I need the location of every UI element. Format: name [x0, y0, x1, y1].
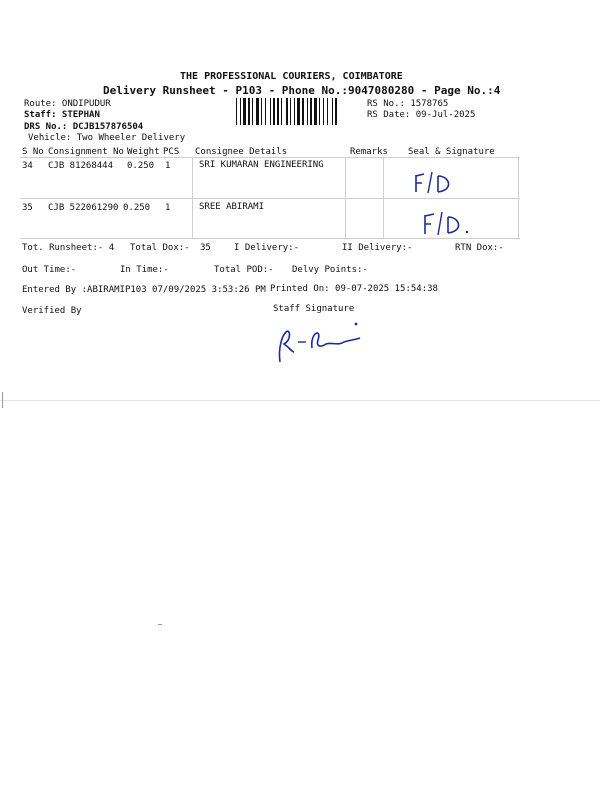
barcode-bar	[294, 98, 295, 125]
row-sno: 35	[22, 203, 33, 213]
row-weight: 0.250	[123, 203, 151, 213]
barcode-bar	[261, 98, 262, 125]
barcode-bar	[286, 98, 288, 125]
total-dox-value: 35	[200, 243, 211, 253]
barcode-bar	[327, 98, 328, 125]
ii-delivery: II Delivery:-	[342, 243, 413, 253]
rtn-dox: RTN Dox:-	[455, 243, 504, 253]
col-header-sno: S No	[22, 147, 44, 157]
row-pcs: 1	[165, 203, 171, 213]
column-rule	[518, 157, 519, 238]
row-consignee: SREE ABIRAMI	[199, 202, 265, 212]
barcode-bar	[302, 98, 304, 125]
table-bottom-rule	[20, 238, 520, 239]
entered-by: Entered By :ABIRAMIP103 07/09/2025 3:53:26 PM	[22, 285, 266, 295]
scan-mark	[2, 392, 11, 408]
barcode-bar	[314, 98, 317, 125]
tot-runsheet: Tot. Runsheet:- 4	[22, 243, 115, 253]
row-weight: 0.250	[127, 161, 155, 171]
total-pod: Total POD:-	[214, 265, 274, 275]
out-time: Out Time:-	[22, 265, 77, 275]
row-consignment: CJB 522061290	[48, 203, 119, 213]
barcode-bar	[236, 98, 237, 125]
drs-number: DRS No.: DCJB157876504	[24, 122, 144, 132]
column-rule	[192, 157, 193, 238]
barcode-bar	[310, 98, 312, 125]
printed-on: Printed On: 09-07-2025 15:54:38	[270, 284, 438, 294]
row-divider	[20, 198, 520, 199]
barcode-bar	[332, 98, 333, 125]
barcode-bar	[319, 98, 320, 125]
barcode	[236, 98, 363, 125]
barcode-bar	[252, 98, 253, 125]
company-name: THE PROFESSIONAL COURIERS, COIMBATORE	[180, 71, 403, 82]
barcode-bar	[307, 98, 308, 125]
barcode-bar	[335, 98, 337, 125]
barcode-bar	[290, 98, 291, 125]
verified-by: Verified By	[22, 306, 82, 316]
vehicle-label: Vehicle: Two Wheeler Delivery	[28, 133, 186, 143]
barcode-bar	[265, 98, 266, 125]
handwritten-fd-signature	[410, 170, 460, 196]
barcode-bar	[297, 98, 300, 125]
runsheet-title: Delivery Runsheet - P103 - Phone No.:9047080280 - Page No.:4	[103, 84, 501, 97]
barcode-bar	[323, 98, 324, 125]
staff-handwritten-signature	[272, 318, 367, 368]
barcode-bar	[281, 98, 282, 125]
barcode-bar	[256, 98, 259, 125]
row-sno: 34	[22, 161, 33, 171]
row-pcs: 1	[165, 161, 171, 171]
col-header-consignment: Consignment No	[48, 147, 124, 157]
barcode-bar	[240, 98, 241, 125]
delvy-points: Delvy Points:-	[292, 265, 368, 275]
total-dox-label: Total Dox:-	[130, 243, 190, 253]
barcode-bar	[248, 98, 250, 125]
column-rule	[345, 157, 346, 238]
table-header-rule	[20, 157, 520, 158]
rs-number: RS No.: 1578765	[367, 99, 449, 109]
col-header-remarks: Remarks	[350, 147, 388, 157]
barcode-bar	[243, 98, 246, 125]
rs-date: RS Date: 09-Jul-2025	[367, 110, 476, 120]
col-header-signature: Seal & Signature	[408, 147, 495, 157]
column-rule	[383, 157, 384, 238]
col-header-pcs: PCS	[163, 147, 180, 157]
col-header-weight: Weight	[127, 147, 160, 157]
row-consignment: CJB 81268444	[48, 161, 114, 171]
barcode-bar	[270, 98, 271, 125]
col-header-consignee: Consignee Details	[195, 147, 288, 157]
route-label: Route: ONDIPUDUR	[24, 99, 111, 109]
handwritten-fd-signature	[420, 210, 475, 238]
staff-signature-label: Staff Signature	[273, 304, 355, 314]
row-consignee: SRI KUMARAN ENGINEERING	[199, 160, 324, 170]
scan-mark	[158, 624, 162, 625]
i-delivery: I Delivery:-	[234, 243, 300, 253]
scan-fold-line	[0, 400, 600, 401]
staff-label: Staff: STEPHAN	[24, 110, 100, 120]
barcode-bar	[273, 98, 275, 125]
in-time: In Time:-	[120, 265, 169, 275]
barcode-bar	[277, 98, 279, 125]
